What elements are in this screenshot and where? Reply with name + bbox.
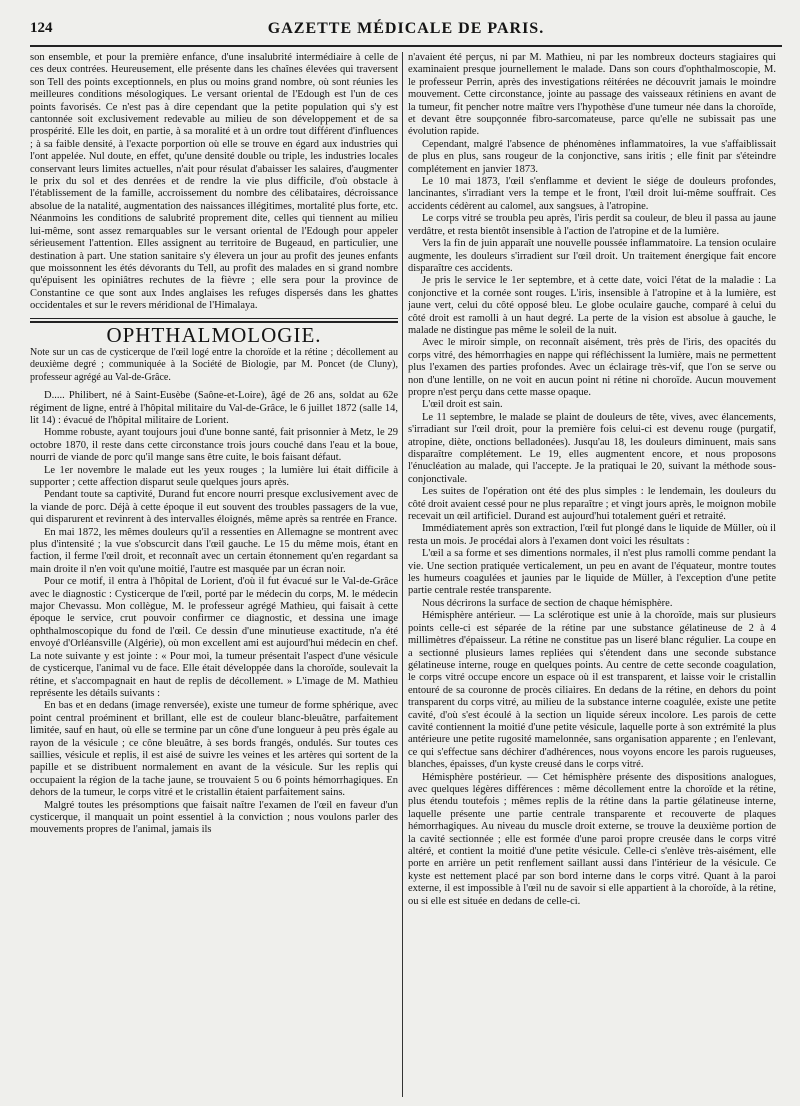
article-paragraph: Le 11 septembre, le malade se plaint de douleurs de tête, vives, avec élancements, s'irradiant sur l'œil droit, pour la première fois celui-ci est devenu rouge (purgatif, atropine, diète, onctions belladonées). Jusqu'au 18, les douleurs diminuent, mais sans disparaître complétement. Le 19, elles augmentent encore, et nous proposons l'énucléation au malade, qui l'accepte. Je la pratiquai le 20, suivant la méthode sous-conjonctivale. [408, 411, 776, 485]
article-paragraph: Les suites de l'opération ont été des plus simples : le lendemain, les douleurs du côté droit avaient cessé pour ne plus reparaître ; et vingt jours après, le moignon mobile recevait un œil artificiel. Durand est aujourd'hui totalement guéri et retraité. [408, 486, 776, 523]
intro-paragraph: son ensemble, et pour la première enfance, d'une insalubrité intermédiaire à celle de ces deux contrées. Heureusement, elle présente dans les chaînes élevées qui traversent son Tell des points exceptionnels, en plus ou moins grand nombre, où sont réunies les meilleures conditions mésologiques. Le versant oriental de l'Edough est l'un de ces points favorisés. Ce n'est pas à dire cependant que la petite population qui s'y est cantonnée soit exclusivement redevable au milieu de son développement et de sa prospérité. Elle les doit, en partie, à sa moralité et à un ordre tout différent d'influences ; à sa faible densité, à l'exacte porportion où elle se trouve en égard aux industries qui l'ont appelée. Nul doute, en effet, qu'une densité double ou triple, les industries locales conservant leurs limites actuelles, n'ait pour résulat d'abaisser les salaires, d'augmenter le prix du sol et des denrées et de rendre la vie plus difficile, d'où obstacle à l'établissement de la famille, accroissement du nombre des célibataires, décroissance absolue de la natalité, augmentation des naissances illégitimes, mortalité plus forte, etc. Néanmoins les conditions de salubrité proprement dite, celles qui tiennent au milieu lui-même, sont assez remarquables sur le versant oriental de l'Edough pour appeler sérieusement l'attention. Elles assignent au territoire de Bugeaud, en particulier, une destination à part. Une station sanitaire s'y élevera un jour au profit des jeunes enfants que moissonnent les étés dévorants du Tell, au profit des malades en si grand nombre qu'épuisent les opiniâtres rechutes de la fièvre ; elle sera pour la province de Constantine ce que sont aux Indes anglaises les refuges dispersés dans les ghattes occidentales et sur le revers méridional de l'Himalaya. [30, 52, 398, 312]
article-paragraph: Immédiatement après son extraction, l'œil fut plongé dans le liquide de Müller, où il resta un mois. Je procédai alors à l'examen dont voici les résultats : [408, 523, 776, 547]
section-divider [30, 318, 398, 319]
article-paragraph: D..... Philibert, né à Saint-Eusèbe (Saône-et-Loire), âgé de 26 ans, soldat au 62e régiment de ligne, entré à l'hôpital militaire du Val-de-Grâce, le 6 juillet 1872 (salle 14, lit 14) : évacué de l'hôpital militaire de Lorient. [30, 390, 398, 426]
column-divider [402, 52, 403, 1097]
article-title: Note sur un cas de cysticerque de l'œil logé entre la choroïde et la rétine ; décollement au deuxième degré ; communiquée à la Société de Biologie, par M. Poncet (de Cluny), professeur agrégé au Val-de-Grâce. [30, 346, 398, 383]
article-paragraph: Pendant toute sa captivité, Durand fut encore nourri presque exclusivement avec de la viande de porc. Déjà à cette époque il eut souvent des troubles passagers de la vue, qui disparurent et revinrent à des intervalles éloignés, même après sa rentrée en France. [30, 489, 398, 526]
article-paragraph: L'œil a sa forme et ses dimentions normales, il n'est plus ramolli comme pendant la vie. Une section pratiquée verticalement, un peu en avant de l'équateur, montre toutes les humeurs coagulées et jaunies par le liquide de Müller, à l'exception d'une petite partie centrale restée transparente. [408, 548, 776, 597]
article-paragraph: Hémisphère postérieur. — Cet hémisphère présente des dispositions analogues, avec quelques légères différences : même décollement entre la choroïde et la rétine, plus étendu toutefois ; mêmes replis de la rétine dans la partie gélatineuse interne, laquelle présente une partie centrale transparente et recouverte de plaques hémorrhagiques. Au niveau du muscle droit externe, se trouve la deuxième portion de la cavité sectionnée ; elle est formée d'une paroi propre creusée dans le corps vitré altéré, et contient la moitié d'une petite vésicule. Celle-ci s'enlève très-aisément, elle porte en arrière un petit renflement saillant aussi dans l'intérieur de la vésicule. Ce kyste est nettement placé par son bord interne dans le corps vitré. Quant à la paroi externe, il est impossible à l'œil nu de savoir si elle appartient à la choroïde, à la rétine, ou si elle est située en dedans de celle-ci. [408, 771, 776, 907]
article-paragraph: Malgré toutes les présomptions que faisait naître l'examen de l'œil en faveur d'un cysticerque, il manquait un point essentiel à la conviction ; nous voulons parler des mouvements propres de l'animal, jamais ils [30, 799, 398, 836]
article-paragraph: Pour ce motif, il entra à l'hôpital de Lorient, d'où il fut évacué sur le Val-de-Grâce avec le diagnostic : Cysticerque de l'œil, porté par le médecin du corps, M. le médecin major Chevassu. Mon collègue, M. le professeur agrégé Mathieu, qui faisait à cette époque le service, crut pouvoir confirmer ce diagnostic, et dessina une image ophthalmoscopique du fond de l'œil. Ce dessin d'une minutieuse exactitude, n'a été envoyé d'Orléansville (Algérie), où mon excellent ami est aujourd'hui médecin en chef. La note suivante y est jointe : « Pour moi, la tumeur présentait l'aspect d'une vésicule de cysticerque, l'animal vu de face. Elle était développée dans la choroïde, soulevait la rétine, et s'accompagnait en haut de replis de décollement. » L'image de M. Mathieu représente les détails suivants : [30, 576, 398, 699]
article-paragraph: En bas et en dedans (image renversée), existe une tumeur de forme sphérique, avec point central proéminent et brillant, elle est de couleur blanc-bleuâtre, parfaitement limitée, sauf en haut, où elle se termine par un cône d'une longueur à peu près égale au rayon de la vésicule ; ce cône bleuâtre, à ses bords frangés, ondulés. Sur toutes ces saillies, vésicule et replis, il est aisé de suivre les veines et les artères qui sortent de la papille et se distribuent normalement en avant de la vésicule. Sur les replis qui occupaient la région de la tache jaune, se trouvaient 5 ou 6 points hémorrhagiques. En dehors de la tumeur, le corps vitré et le cristallin étaient parfaitement sains. [30, 700, 398, 799]
article-paragraph: Avec le miroir simple, on reconnaît aisément, très près de l'iris, des opacités du corps vitré, des hémorrhagies en nappe qui réfléchissent la lumière, mais ne permettent plus l'examen des parties profondes. Avec un éclairage très-vif, que l'on se serve ou non d'une lentille, on ne voit en aucun point ni rétine ni choroïde. Aucun mouvement propre n'est perçu dans cette masse opaque. [408, 337, 776, 398]
journal-title: GAZETTE MÉDICALE DE PARIS. [267, 20, 545, 37]
left-column [30, 52, 398, 1097]
page-header [30, 18, 782, 42]
section-title: OPHTHALMOLOGIE. [106, 322, 322, 347]
header-rule [30, 45, 782, 47]
article-paragraph: n'avaient été perçus, ni par M. Mathieu, ni par les nombreux docteurs stagiaires qui examinaient presque journellement le malade. Dans son cours d'ophthalmoscopie, M. le professeur Perrin, après des investigations réitérées ne découvrit jamais le moindre mouvement. Cette circonstance, jointe au passage des vaisseaux rétiniens en avant de la tumeur, fit pencher notre maître vers l'hypothèse d'une tumeur née dans la choroïde, et devant être soupçonnée fibro-sarcomateuse, parce qu'elle ne subissait pas une évolution rapide. [408, 52, 776, 138]
article-paragraph: Hémisphère antérieur. — La sclérotique est unie à la choroïde, mais sur plusieurs points celle-ci est séparée de la rétine par une substance gélatineuse de 2 à 4 millimètres d'épaisseur. La rétine ne constitue pas un liseré blanc régulier. La coupe en a sectionné plusieurs lames repliées qui s'étendent dans une seconde substance gélatineuse interne, rouge en quelques points. Au centre de cette seconde coagulation, le corps vitré occupe encore un espace où il est transparent, et laisse voir le cristallin entouré de sa couronne de procès ciliaires. En dedans de la rétine, en dehors du point transparent du corps vitré, au milieu de la substance interne coagulée, existe une petite cavité, d'où s'est écoulé à la section un liquide séreux incolore. Les parois de cette cavité contiennent la moitié d'une petite vésicule, laquelle porte à son extrémité la plus antérieure une petite rugosité mamelonnée, sans organisation apparente ; en l'enlevant, ce qui s'effectue sans déchirer d'adhérences, nous voyons encore les parois rugueuses, blanches, épaisses, d'un kyste creusé dans le corps vitré. [408, 610, 776, 771]
article-paragraph: Le 10 mai 1873, l'œil s'enflamme et devient le siége de douleurs profondes, lancinantes, s'irradiant vers la tempe et le front, l'œil droit lui-même souffrait. Ces accidents cédèrent au calomel, aux sangsues, à l'atropine. [408, 176, 776, 212]
article-paragraph: Nous décrirons la surface de section de chaque hémisphère. [422, 597, 673, 609]
article-paragraph: Homme robuste, ayant toujours joui d'une bonne santé, fait prisonnier à Metz, le 29 octobre 1870, il reste dans cette circonstance trois jours couché dans l'eau et la boue, nourri de viande de porc qu'il mange sans être cuite, le bois faisant défaut. [30, 427, 398, 464]
article-paragraph: En mai 1872, les mêmes douleurs qu'il a ressenties en Allemagne se montrent avec plus d'intensité ; la vue s'obscurcit dans l'œil gauche. Le 15 du même mois, étant en faction, il ferme l'œil droit, et reconnaît avec un certain étonnement qu'en regardant sa main droite il n'en voit qu'une moitié, l'autre est masquée par un écran noir. [30, 526, 398, 575]
article-paragraph: L'œil droit est sain. [422, 399, 503, 411]
article-paragraph: Cependant, malgré l'absence de phénomènes inflammatoires, la vue s'affaiblissait de plus en plus, sans rougeur de la conjonctive, sans iritis ; elle finit par s'éteindre complétement en janvier 1873. [408, 138, 776, 175]
article-paragraph: Vers la fin de juin apparaît une nouvelle poussée inflammatoire. La tension oculaire augmente, les douleurs s'irradient sur l'œil droit. Un traitement énergique fait encore disparaître ces accidents. [408, 238, 776, 274]
article-paragraph: Le 1er novembre le malade eut les yeux rouges ; la lumière lui était difficile à supporter ; cette affection disparut seule quelques jours après. [30, 464, 398, 488]
right-column [408, 52, 776, 1097]
article-paragraph: Je pris le service le 1er septembre, et à cette date, voici l'état de la maladie : La conjonctive et la cornée sont rouges. L'iris, insensible à l'atropine et à la lumière, est jaune vert, celui du côté opposé bleu. Le globe oculaire gauche, comparé à celui du côté droit est ramolli à un haut degré. La perte de la vision est absolue à gauche, le malade ne distingue pas même le soleil de la nuit. [408, 275, 776, 336]
page-number: 124 [30, 20, 53, 36]
article-paragraph: Le corps vitré se troubla peu après, l'iris perdit sa couleur, de bleu il passa au jaune verdâtre, et resta bientôt insensible à l'action de l'atropine et de la lumière. [408, 213, 776, 237]
